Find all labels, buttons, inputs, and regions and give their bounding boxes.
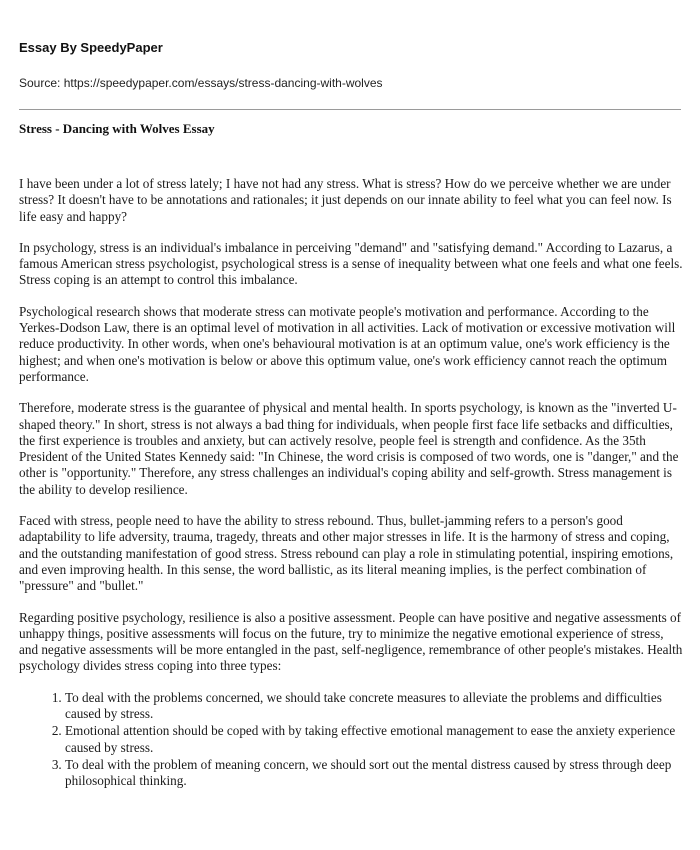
header-divider xyxy=(19,109,681,110)
essay-title: Stress - Dancing with Wolves Essay xyxy=(19,121,215,136)
essay-paragraph: Therefore, moderate stress is the guarantee of physical and mental health. In sports psychology, is known as the "inverted U-shaped theory." In short, stress is not always a bad thing for individuals, when people first face life setbacks and difficulties, the first experience is troubles and anxiety, but can actively resolve, people feel is strength and confidence. As the 35th President of the United States Kennedy said: "In Chinese, the word crisis is composed of two words, one is "danger," and the other is "opportunity." Therefore, any stress challenges an individual's coping ability and self-growth. Stress management is the ability to develop resilience. xyxy=(19,400,679,497)
essay-body xyxy=(19,176,683,791)
coping-types-list xyxy=(19,690,683,790)
essay-paragraph: I have been under a lot of stress lately; I have not had any stress. What is stress? How do we perceive whether we are under stress? It doesn't have to be annotations and rationales; it just depends on our innate ability to feel what you can feel now. Is life easy and happy? xyxy=(19,176,672,224)
list-item: 3. To deal with the problem of meaning concern, we should sort out the mental distress caused by stress through deep philosophical thinking. xyxy=(65,757,683,790)
essay-paragraph: In psychology, stress is an individual's imbalance in perceiving "demand" and "satisfying demand." According to Lazarus, a famous American stress psychologist, psychological stress is a sense of inequality between what one feels and what one feels. Stress coping is an attempt to control this imbalance. xyxy=(19,239,683,288)
source-line: Source: https://speedypaper.com/essays/stress-dancing-with-wolves xyxy=(19,76,383,90)
list-item: 2. Emotional attention should be coped with by taking effective emotional management to ease the anxiety experience caused by stress. xyxy=(65,723,683,756)
document-header xyxy=(19,40,681,91)
essay-paragraph: Regarding positive psychology, resilience is also a positive assessment. People can have positive and negative assessments of unhappy things, positive assessments will focus on the future, try to minimize the negative emotional experience of stress, and negative assessments will be more entangled in the past, self-negligence, remembrance of other people's mistakes. Health psychology divides stress coping into three types: xyxy=(19,609,683,674)
list-item: 1. To deal with the problems concerned, we should take concrete measures to alleviate the problems and difficulties caused by stress. xyxy=(65,690,683,723)
essay-paragraph: Psychological research shows that moderate stress can motivate people's motivation and performance. According to the Yerkes-Dodson Law, there is an optimal level of motivation in all activities. Lack of motivation or excessive motivation will reduce productivity. In other words, when one's behavioural motivation is at an optimum value, one's work efficiency is the highest; and when one's motivation is below or above this optimum value, one's work efficiency cannot reach the optimum performance. xyxy=(19,303,676,384)
brand-line: Essay By SpeedyPaper xyxy=(19,40,163,55)
essay-paragraph: Faced with stress, people need to have the ability to stress rebound. Thus, bullet-jamming refers to a person's good adaptability to life adversity, trauma, tragedy, threats and other major stresses in life. It is the harmony of stress and coping, and the outstanding manifestation of good stress. Stress rebound can play a role in stimulating potential, inspiring emotions, and even improving health. In this sense, the word ballistic, as its literal meaning implies, is the perfect combination of "pressure" and "bullet." xyxy=(19,513,674,594)
